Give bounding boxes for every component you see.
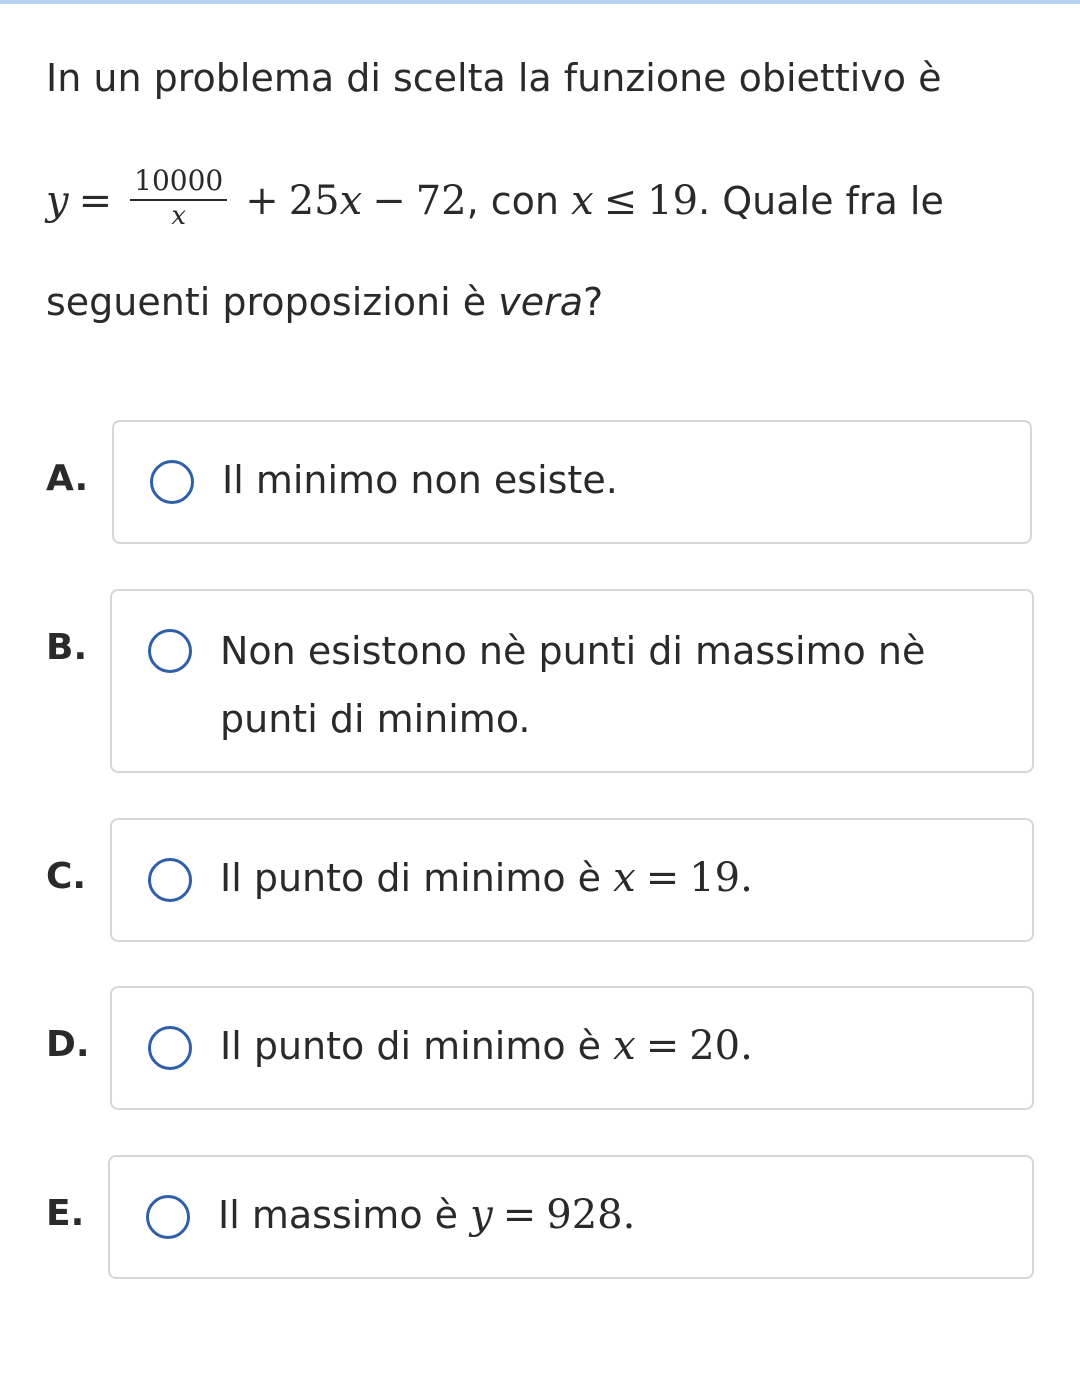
- option-text: Il punto di minimo è: [220, 856, 602, 900]
- eq-con-text: , con: [466, 179, 559, 223]
- option-math-val: 928.: [546, 1192, 636, 1238]
- cond-19: 19: [647, 178, 699, 224]
- radio-button-icon[interactable]: [146, 1195, 190, 1239]
- question-text: [46, 50, 1046, 353]
- option-math-rel: =: [645, 1023, 680, 1069]
- radio-button-icon[interactable]: [148, 1026, 192, 1070]
- question-vera-emphasis: vera: [498, 280, 583, 324]
- option-text: Il minimo non esiste.: [222, 458, 618, 502]
- option-math-rel: =: [645, 855, 680, 901]
- option-text: Il punto di minimo è: [220, 1024, 602, 1068]
- option-text: Non esistono nè punti di massimo nè punti di minimo.: [220, 629, 926, 741]
- option-letter: E.: [46, 1193, 85, 1234]
- option-letter: A.: [46, 458, 89, 499]
- option-letter: C.: [46, 856, 87, 897]
- question-equation: [46, 163, 944, 231]
- eq-72: 72: [415, 178, 467, 224]
- question-tail: . Quale fra le: [698, 179, 944, 223]
- top-accent-strip: [0, 0, 1080, 4]
- option-math-rel: =: [502, 1192, 537, 1238]
- cond-leq: ≤: [603, 178, 638, 224]
- eq-x: x: [339, 178, 363, 224]
- eq-equals: =: [78, 178, 113, 224]
- option-text-wrap: [220, 844, 992, 912]
- cond-x: x: [571, 178, 594, 224]
- option-text-wrap: [218, 1181, 992, 1249]
- radio-button-icon[interactable]: [148, 858, 192, 902]
- eq-fraction-denominator: x: [171, 200, 186, 231]
- eq-fraction-numerator: 10000: [130, 165, 227, 201]
- eq-y: y: [46, 178, 69, 224]
- option-math-val: 20.: [689, 1023, 753, 1069]
- option-letter: D.: [46, 1024, 90, 1065]
- option-letter: B.: [46, 627, 88, 668]
- radio-button-icon[interactable]: [150, 460, 194, 504]
- eq-25: 25: [288, 178, 340, 224]
- eq-minus: −: [372, 178, 406, 224]
- option-math-var: y: [470, 1192, 493, 1238]
- radio-button-icon[interactable]: [148, 629, 192, 673]
- question-intro: In un problema di scelta la funzione obiettivo è: [46, 56, 942, 100]
- question-line3-text: seguenti proposizioni è: [46, 280, 487, 324]
- eq-fraction: [130, 165, 227, 231]
- option-text: Il massimo è: [218, 1193, 459, 1237]
- option-a-box[interactable]: [112, 420, 1032, 544]
- option-b-box[interactable]: [110, 589, 1034, 773]
- option-math-var: x: [613, 855, 636, 901]
- question-mark: ?: [583, 280, 604, 324]
- eq-plus: +: [245, 178, 279, 224]
- option-math-val: 19.: [689, 855, 753, 901]
- option-c-box[interactable]: [110, 818, 1034, 942]
- option-e-box[interactable]: [108, 1155, 1034, 1279]
- option-text-wrap: [220, 1012, 992, 1080]
- option-d-box[interactable]: [110, 986, 1034, 1110]
- option-math-var: x: [613, 1023, 636, 1069]
- question-line3: [46, 280, 603, 324]
